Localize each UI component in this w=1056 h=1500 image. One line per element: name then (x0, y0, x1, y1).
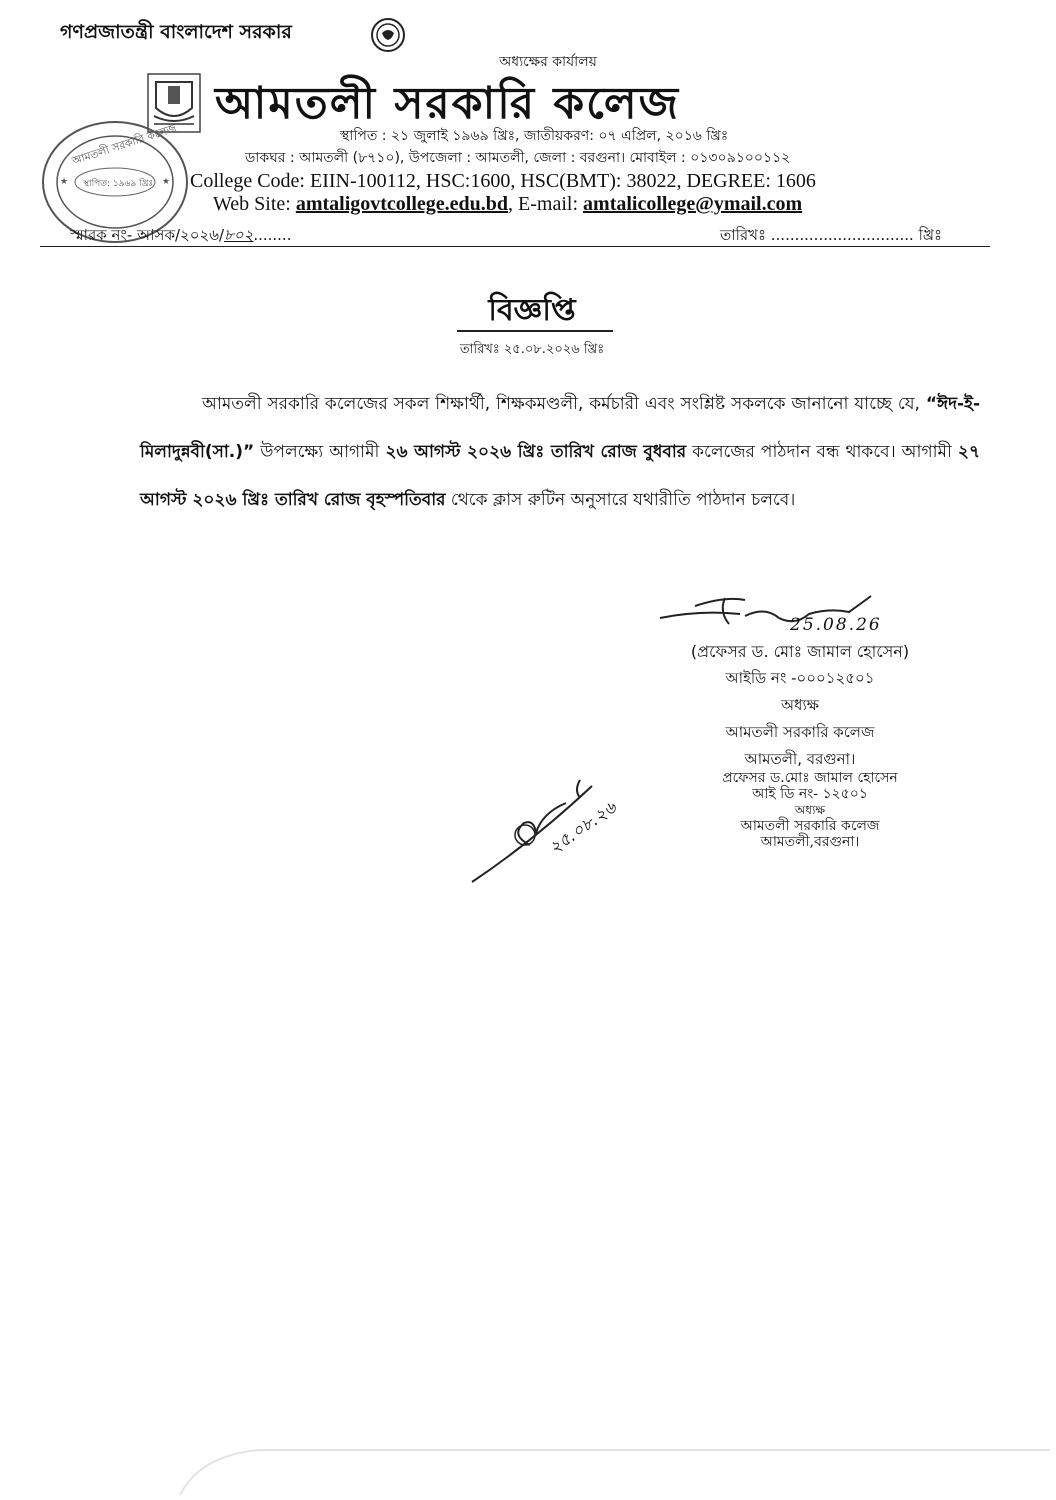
established-line: স্থাপিত : ২১ জুলাই ১৯৬৯ খ্রিঃ, জাতীয়করণ: ০৭ এপ্রিল, ২০১৬ খ্রিঃ (340, 128, 729, 144)
header-rule (40, 246, 990, 247)
date-suffix: খ্রিঃ (918, 226, 943, 244)
stamp-line-3: অধ্যক্ষ (794, 803, 826, 817)
body-bold-3: ২৭ আগস্ট ২০২৬ খ্রিঃ তারিখ রোজ বৃহস্পতিবার (140, 442, 980, 510)
body-text-3: কলেজের পাঠদান বন্ধ থাকবে। আগামী (686, 442, 958, 462)
body-text-4: থেকে ক্লাস রুটিন অনুসারে যথারীতি পাঠদান চলবে। (445, 490, 796, 510)
government-line: গণপ্রজাতন্ত্রী বাংলাদেশ সরকার (60, 21, 292, 43)
signatory-name: (প্রফেসর ড. মোঃ জামাল হোসেন) (690, 642, 910, 661)
office-line: অধ্যক্ষের কার্যালয় (499, 54, 597, 70)
stamp-line-1: প্রফেসর ড.মোঃ জামাল হোসেন (722, 770, 898, 786)
memo-number: ৮০২ (224, 226, 254, 244)
website-link[interactable]: amtaligovtcollege.edu.bd (295, 193, 509, 215)
body-bold-2: ২৬ আগস্ট ২০২৬ খ্রিঃ তারিখ রোজ বুধবার (385, 442, 687, 462)
signatory-id: আইডি নং -০০০১২৫০১ (725, 669, 875, 687)
stamp-line-4: আমতলী সরকারি কলেজ (740, 818, 880, 834)
notice-body (140, 380, 980, 524)
email-label: , E-mail: (508, 193, 579, 215)
handwritten-date: 25.08.26 (790, 615, 882, 635)
initial-date: ২৫.০৮.২৬ (545, 797, 621, 859)
stamp-line-5: আমতলী,বরগুনা। (760, 834, 860, 850)
college-title: আমতলী সরকারি কলেজ (215, 78, 680, 129)
web-email-line (213, 193, 802, 216)
date-label: তারিখঃ .............................. (720, 226, 914, 244)
signatory-location: আমতলী, বরগুনা। (744, 750, 856, 768)
stamp-line-2: আই ডি নং- ১২৫০১ (752, 786, 868, 802)
body-bold-1: “ঈদ-ই-মিলাদুন্নবী(সা.)” (140, 394, 980, 462)
signatory-college: আমতলী সরকারি কলেজ (725, 723, 875, 741)
seal-text: আমতলী সরকারি কলেজ (70, 121, 179, 168)
address-line: ডাকঘর : আমতলী (৮৭১০), উপজেলা : আমতলী, জেলা : বরগুনা। মোবাইল : ০১৩০৯১০০১১২ (245, 150, 791, 166)
web-label: Web Site: (213, 193, 291, 215)
signatory-designation: অধ্যক্ষ (781, 696, 819, 714)
signature-block (640, 638, 960, 773)
email-link[interactable]: amtalicollege@ymail.com (583, 193, 803, 215)
seal-inner-text: স্থাপিত: ১৯৬৯ খ্রিঃ (83, 179, 154, 189)
memo-dots: ........ (253, 226, 292, 244)
paper-fold-line (0, 1420, 1056, 1500)
svg-text:★: ★ (60, 177, 69, 187)
body-text-1: আমতলী সরকারি কলেজের সকল শিক্ষার্থী, শিক্ষকমণ্ডলী, কর্মচারী এবং সংশ্লিষ্ট সকলকে জানানো যাচ্ছে যে, (202, 394, 926, 414)
official-stamp (700, 770, 920, 850)
notice-title: বিজ্ঞপ্তি (488, 293, 576, 328)
notice-date: তারিখঃ ২৫.০৮.২০২৬ খ্রিঃ (459, 342, 605, 357)
memo-label: স্মারক নং- আসক/২০২৬/ (70, 226, 225, 244)
body-text-2: উপলক্ষ্যে আগামী (254, 442, 386, 462)
title-underline (457, 330, 613, 332)
svg-text:★: ★ (162, 177, 171, 187)
college-code-line: College Code: EIIN-100112, HSC:1600, HSC(BMT): 38022, DEGREE: 1606 (190, 170, 816, 192)
